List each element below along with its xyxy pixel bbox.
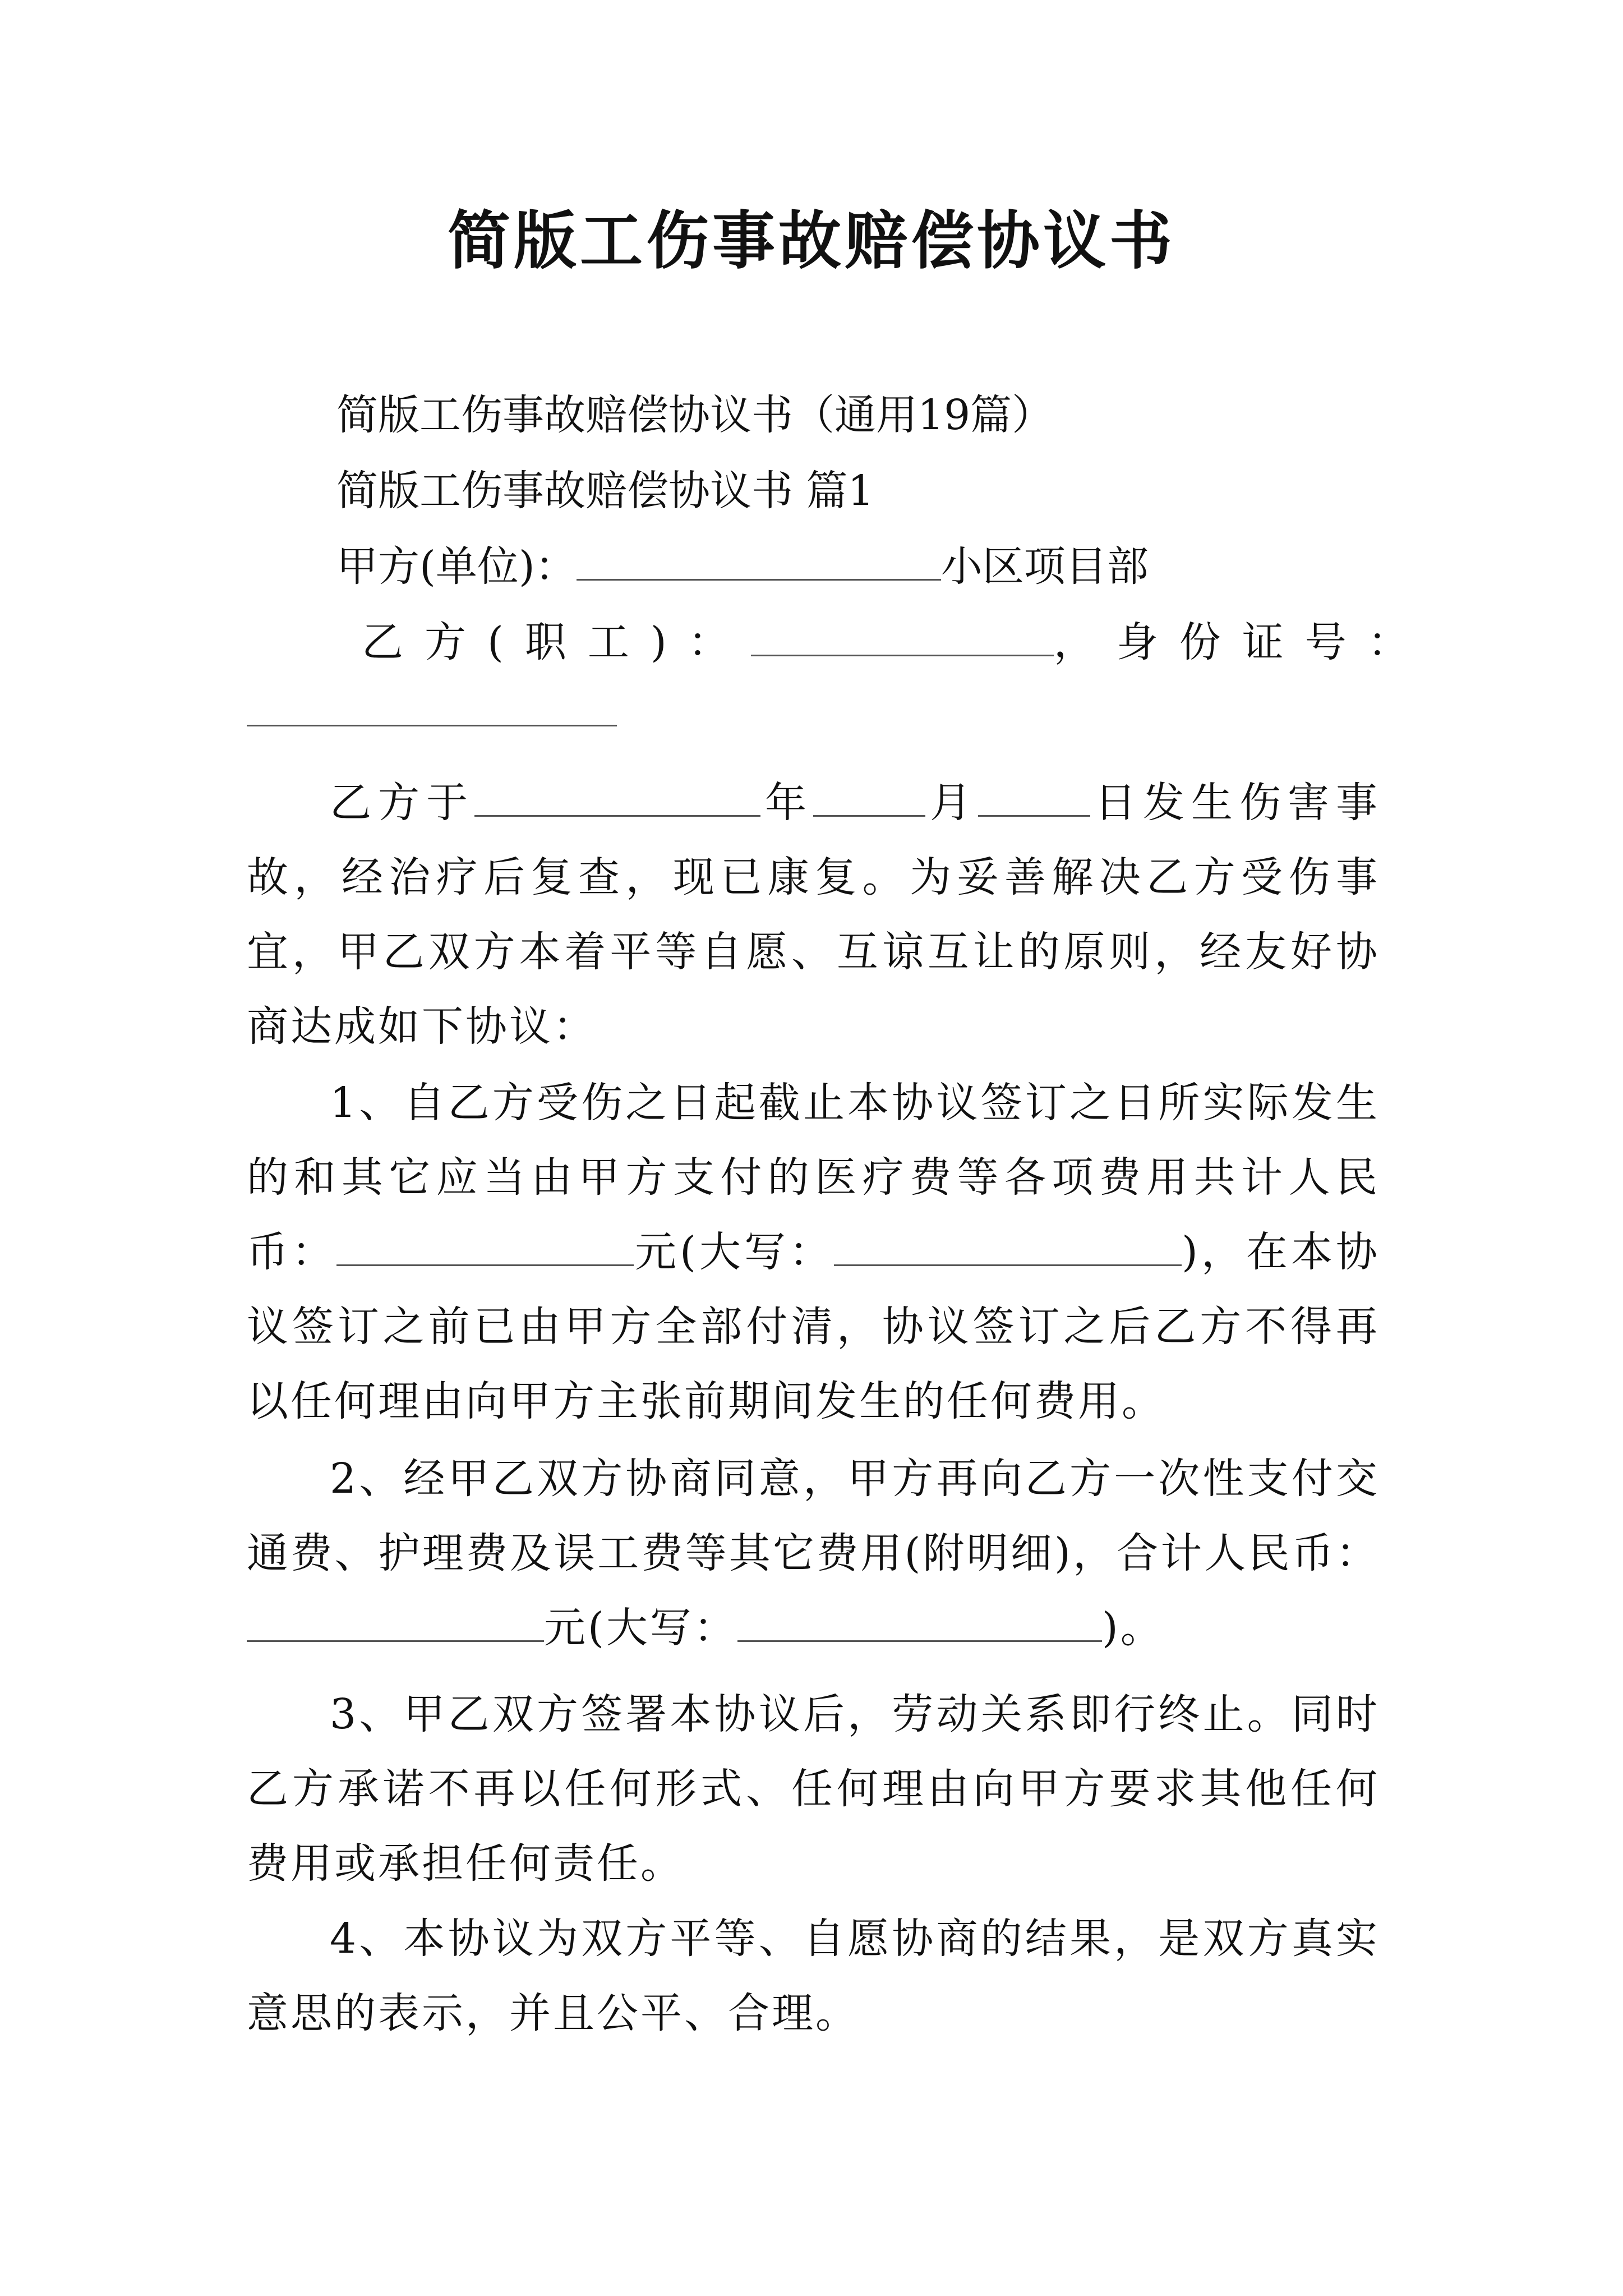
clause-2-text-2: 元(大写：: [544, 1604, 737, 1652]
party-a-line: [336, 539, 1149, 595]
document-subtitle: 简版工伤事故赔偿协议书（通用19篇）: [336, 391, 1054, 439]
party-a-label: 甲方(单位)：: [336, 542, 577, 591]
clause-1: [247, 1066, 1380, 1439]
party-a-suffix: 小区项目部: [940, 542, 1149, 591]
id-number-blank[interactable]: [247, 688, 617, 726]
document-title: 简版工伤事故赔偿协议书: [448, 204, 1175, 278]
clause-2-amount-blank[interactable]: [247, 1603, 544, 1642]
clause-4: 4、本协议为双方平等、自愿协商的结果，是双方真实意思的表示，并且公平、合理。: [247, 1915, 1380, 2037]
intro-text-4: 日发生伤害事故，经治疗后复查，现已康复。为妥善解决乙方受伤事宜，甲乙双方本着平等自愿、互谅互让的原则，经友好协商达成如下协议：: [247, 779, 1380, 1051]
clause-2-text-3: )。: [1101, 1604, 1164, 1652]
clause-1-uppercase-blank[interactable]: [834, 1227, 1182, 1266]
id-number-line: [247, 684, 617, 740]
clause-2: [247, 1442, 1380, 1665]
party-b-blank[interactable]: [751, 618, 1054, 656]
date-month-blank[interactable]: [813, 778, 925, 817]
intro-paragraph: [247, 766, 1380, 1064]
clause-1-text-2: 元(大写：: [634, 1228, 834, 1276]
party-b-line: [362, 614, 1431, 670]
intro-text-3: 月: [925, 779, 978, 827]
section-heading: 简版工伤事故赔偿协议书 篇1: [336, 467, 874, 515]
clause-2-uppercase-blank[interactable]: [737, 1603, 1102, 1642]
intro-text-2: 年: [760, 779, 813, 827]
clause-2-text-1: 2、经甲乙双方协商同意，甲方再向乙方一次性支付交通费、护理费及误工费等其它费用(附明细)，合计人民币：: [247, 1455, 1380, 1577]
clause-1-amount-blank[interactable]: [336, 1227, 634, 1266]
party-b-label: 乙方(职工)：: [362, 618, 751, 666]
date-day-blank[interactable]: [978, 778, 1090, 817]
party-a-blank[interactable]: [577, 542, 941, 581]
date-year-blank[interactable]: [474, 778, 760, 817]
clause-3: 3、甲乙双方签署本协议后，劳动关系即行终止。同时乙方承诺不再以任何形式、任何理由向甲方要求其他任何费用或承担任何责任。: [247, 1690, 1380, 1888]
clause-1-text-1: 1、自乙方受伤之日起截止本协议签订之日所实际发生的和其它应当由甲方支付的医疗费等各项费用共计人民币：: [247, 1079, 1380, 1276]
intro-text-1: 乙方于: [330, 779, 474, 827]
clause-1-text-3: )，在本协议签订之前已由甲方全部付清，协议签订之后乙方不得再以任何理由向甲方主张前期间发生的任何费用。: [247, 1228, 1380, 1425]
party-b-id-label: ，身份证号：: [1053, 618, 1431, 666]
